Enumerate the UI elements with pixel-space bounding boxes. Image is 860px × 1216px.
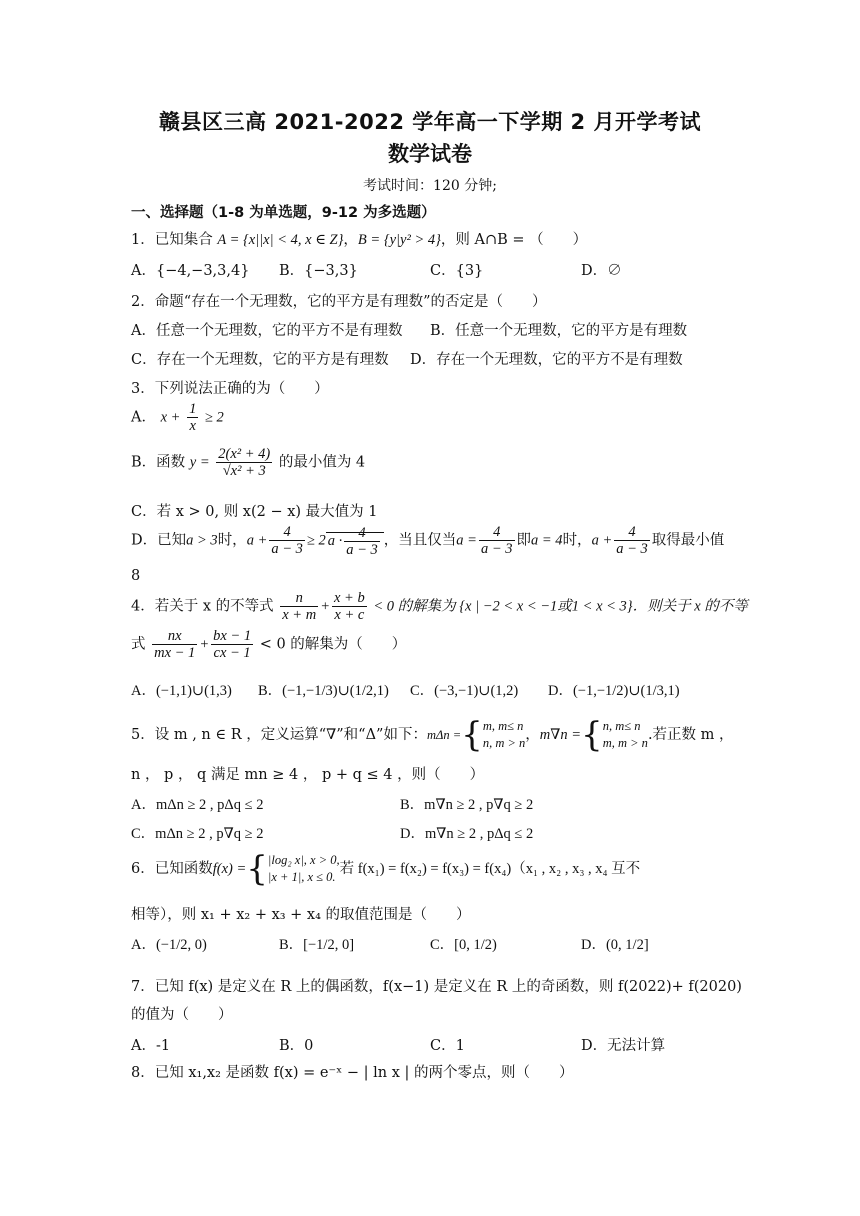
question-1-stem: 1．已知集合 A = {x||x| < 4, x ∈ Z}，B = {y|y² > 4}，则 A∩B = （ ） [131,232,588,248]
question-7-option-b[interactable]: B．0 [279,1038,314,1054]
question-4-option-a[interactable]: A．(−1,1)∪(1,3) [131,683,232,699]
question-4-option-b[interactable]: B．(−1,−1/3)∪(1/2,1) [258,683,389,699]
left-brace: { [581,715,603,755]
exam-subtitle: 数学试卷 [388,142,472,166]
question-2-stem: 2．命题“存在一个无理数，它的平方是有理数”的否定是（ ） [131,294,547,310]
fraction: $\frac{4}{a - 3}$ [616,524,648,557]
cases: m, m≤ n n, m > n [482,719,526,750]
question-3-stem: 3．下列说法正确的为（ ） [131,381,329,397]
fraction: $\frac{4}{a - 3}$ [271,524,303,557]
question-1-option-c[interactable]: C．{3} [430,263,484,279]
question-6-option-b[interactable]: B．[−1/2, 0] [279,937,355,953]
question-3-option-c[interactable]: C．若 x > 0, 则 x(2 − x) 最大值为 1 [131,504,378,520]
cases: |log₂ x|, x > 0, |x + 1|, x ≤ 0. [267,853,340,884]
question-2-option-a[interactable]: A．任意一个无理数，它的平方不是有理数 [131,323,403,339]
question-5-stem-line1: 5．设 m , n ∈ R ，定义运算“∇”和“Δ”如下：mΔn ={ m, m≤ n n, m > n ，m∇n ={ n, m≤ n m, m > n .若正数 m ， [131,715,734,755]
question-4-option-c[interactable]: C．(−3,−1)∪(1,2) [410,683,519,699]
question-6-stem-line2: 相等），则 x₁ + x₂ + x₃ + x₄ 的取值范围是（ ） [131,907,471,923]
question-4-option-d[interactable]: D．(−1,−1/2)∪(1/3,1) [548,683,680,699]
question-5-option-d[interactable]: D．m∇n ≥ 2 , pΔq ≤ 2 [400,826,534,842]
question-6-option-c[interactable]: C．[0, 1/2) [430,937,497,953]
fraction: $\frac{x + b}{x + c}$ [333,590,365,623]
question-7-option-a[interactable]: A．-1 [131,1038,171,1054]
question-4-stem-line2: 式 $\frac{nx}{mx - 1}$ + $\frac{bx - 1}{cx - 1}$ < 0 的解集为（ ） [131,628,407,661]
question-1-option-a[interactable]: A．{−4,−3,3,4} [131,263,250,279]
fraction: $\frac{n}{x + m}$ [282,590,317,623]
question-3-option-d[interactable]: D．已知a > 3时，a + $\frac{4}{a - 3}$ ≥ 2 a · $\frac{4}{a - 3}$ ，当且仅当a = $\frac{4}{a - 3}$ 即a = 4时，a + $\frac{4}{a - 3}$ 取得最小值 [131,524,725,558]
question-1-option-b[interactable]: B．{−3,3} [279,263,358,279]
sqrt: a · $\frac{4}{a - 3}$ [326,532,384,549]
question-5-option-c[interactable]: C．mΔn ≥ 2 , p∇q ≥ 2 [131,826,264,842]
left-brace: { [246,849,268,889]
question-7-stem-line2: 的值为（ ） [131,1007,233,1023]
left-brace: { [461,715,483,755]
question-4-stem-line1: 4．若关于 x 的不等式 $\frac{n}{x + m}$ + $\frac{x + b}{x + c}$ < 0 的解集为 {x | −2 < x < −1或1 < x < 3}．则关于 x 的不等 [131,590,748,623]
question-6-option-d[interactable]: D．(0, 1/2] [581,937,649,953]
exam-title: 赣县区三高 2021-2022 学年高一下学期 2 月开学考试 [159,110,701,134]
section-heading: 一、选择题（1-8 为单选题，9-12 为多选题） [131,205,436,221]
question-6-stem-line1: 6．已知函数f(x) ={ |log₂ x|, x > 0, |x + 1|, x ≤ 0. 若 f(x₁) = f(x₂) = f(x₃) = f(x₄)（x₁ , x₂ , x₃ , x₄ 互不 [131,849,641,889]
question-3-option-b[interactable]: B．函数 y = $\frac{\text{2(x² + 4)}}{\text{√x² + 3}}$ 的最小值为 4 [131,446,366,479]
fraction: $\frac{4}{a - 3}$ [480,524,513,557]
question-3-option-a[interactable]: A． x + $\frac{1}{x}$ ≥ 2 [131,401,224,434]
fraction: $\frac{nx}{mx - 1}$ [154,628,196,661]
question-3-option-d-continued: 8 [131,568,141,584]
question-6-option-a[interactable]: A．(−1/2, 0) [131,937,207,953]
question-5-option-b[interactable]: B．m∇n ≥ 2 , p∇q ≥ 2 [400,797,534,813]
question-7-option-d[interactable]: D．无法计算 [581,1038,666,1054]
question-5-option-a[interactable]: A．mΔn ≥ 2 , pΔq ≤ 2 [131,797,264,813]
question-2-option-b[interactable]: B．任意一个无理数，它的平方是有理数 [430,323,688,339]
question-8-stem: 8．已知 x₁,x₂ 是函数 f(x) = e⁻ˣ − | ln x | 的两个零点，则（ ） [131,1065,574,1081]
fraction: $\frac{bx - 1}{cx - 1}$ [213,628,252,661]
question-2-option-c[interactable]: C．存在一个无理数，它的平方是有理数 [131,352,389,368]
question-1-option-d[interactable]: D．∅ [581,263,622,279]
exam-time: 考试时间：120 分钟; [363,178,497,194]
question-2-option-d[interactable]: D．存在一个无理数，它的平方不是有理数 [410,352,683,368]
cases: n, m≤ n m, m > n [602,719,648,750]
question-5-stem-line2: n ， p ， q 满足 mn ≥ 4 ， p + q ≤ 4 ，则（ ） [131,767,485,783]
fraction: $\frac{\text{2(x² + 4)}}{\text{√x² + 3}}$ [218,446,271,479]
question-7-option-c[interactable]: C．1 [430,1038,465,1054]
question-7-stem-line1: 7．已知 f(x) 是定义在 R 上的偶函数，f(x−1) 是定义在 R 上的奇函数，则 f(2022)+ f(2020) [131,979,742,995]
fraction: $\frac{1}{x}$ [189,401,197,434]
